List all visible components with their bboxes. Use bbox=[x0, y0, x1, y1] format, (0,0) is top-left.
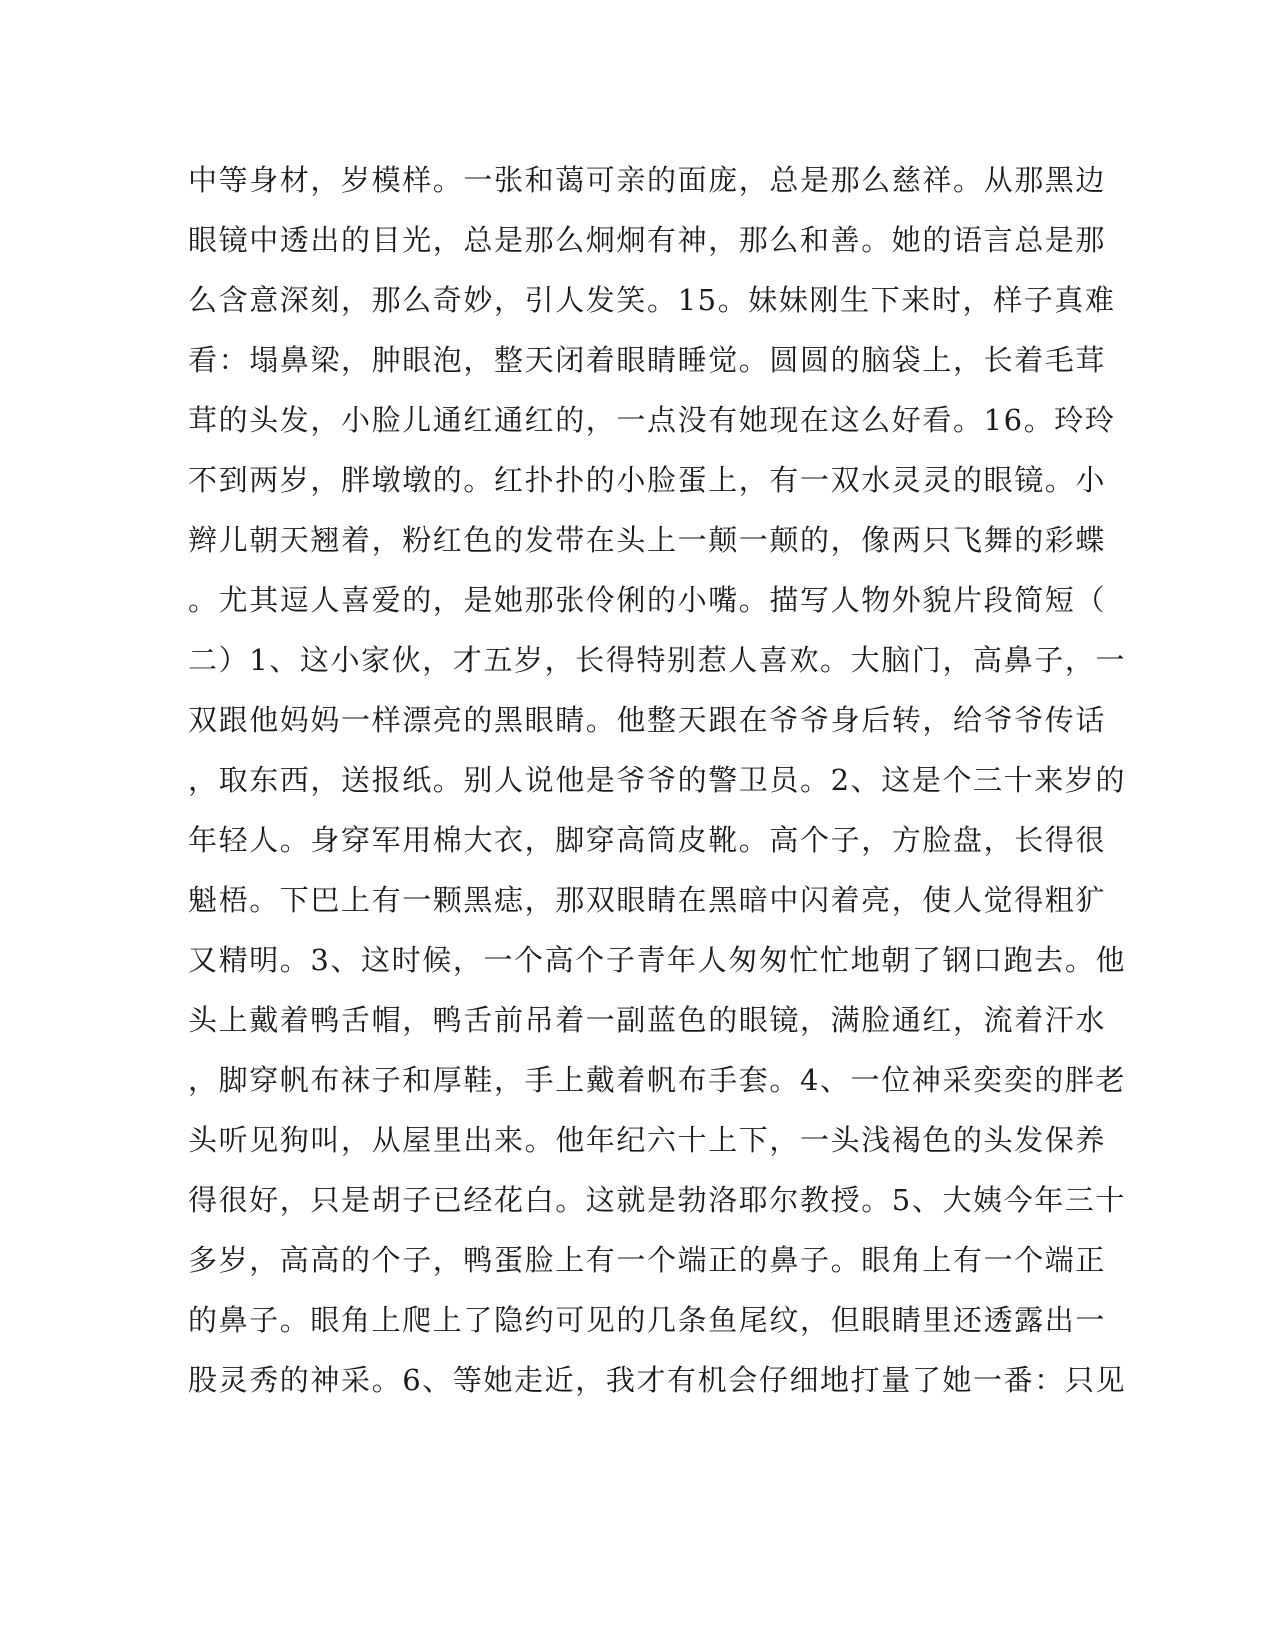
text-line: 不到两岁，胖墩墩的。红扑扑的小脸蛋上，有一双水灵灵的眼镜。小 bbox=[188, 463, 1107, 497]
text-line: 茸的头发，小脸儿通红通红的，一点没有她现在这么好看。16。玲玲 bbox=[188, 403, 1116, 437]
text-line: 头上戴着鸭舌帽，鸭舌前吊着一副蓝色的眼镜，满脸通红，流着汗水 bbox=[188, 1003, 1107, 1037]
text-line: 多岁，高高的个子，鸭蛋脸上有一个端正的鼻子。眼角上有一个端正 bbox=[188, 1243, 1107, 1277]
text-line: 得很好，只是胡子已经花白。这就是勃洛耶尔教授。5、大姨今年三十 bbox=[188, 1183, 1127, 1217]
text-line: 二）1、这小家伙，才五岁，长得特别惹人喜欢。大脑门，高鼻子，一 bbox=[188, 643, 1127, 677]
text-line: 么含意深刻，那么奇妙，引人发笑。15。妹妹刚生下来时，样子真难 bbox=[188, 283, 1116, 317]
text-line: 又精明。3、这时候，一个高个子青年人匆匆忙忙地朝了钢口跑去。他 bbox=[188, 943, 1127, 977]
text-line: 魁梧。下巴上有一颗黑痣，那双眼睛在黑暗中闪着亮，使人觉得粗犷 bbox=[188, 883, 1107, 917]
text-line: 年轻人。身穿军用棉大衣，脚穿高筒皮靴。高个子，方脸盘，长得很 bbox=[188, 823, 1107, 857]
text-line: 辫儿朝天翘着，粉红色的发带在头上一颠一颠的，像两只飞舞的彩蝶 bbox=[188, 523, 1107, 557]
body-text bbox=[188, 150, 1127, 1410]
text-line: 眼镜中透出的目光，总是那么炯炯有神，那么和善。她的语言总是那 bbox=[188, 223, 1107, 257]
text-line: ，取东西，送报纸。别人说他是爷爷的警卫员。2、这是个三十来岁的 bbox=[188, 763, 1127, 797]
text-line: 双跟他妈妈一样漂亮的黑眼睛。他整天跟在爷爷身后转，给爷爷传话 bbox=[188, 703, 1107, 737]
text-line: ，脚穿帆布袜子和厚鞋，手上戴着帆布手套。4、一位神采奕奕的胖老 bbox=[188, 1063, 1127, 1097]
text-line: 看：塌鼻梁，肿眼泡，整天闭着眼睛睡觉。圆圆的脑袋上，长着毛茸 bbox=[188, 343, 1107, 377]
text-line: 中等身材，岁模样。一张和蔼可亲的面庞，总是那么慈祥。从那黑边 bbox=[188, 163, 1107, 197]
text-line: 。尤其逗人喜爱的，是她那张伶俐的小嘴。描写人物外貌片段简短（ bbox=[188, 583, 1107, 617]
text-line: 股灵秀的神采。6、等她走近，我才有机会仔细地打量了她一番：只见 bbox=[188, 1363, 1127, 1397]
text-line: 的鼻子。眼角上爬上了隐约可见的几条鱼尾纹，但眼睛里还透露出一 bbox=[188, 1303, 1107, 1337]
text-line: 头听见狗叫，从屋里出来。他年纪六十上下，一头浅褐色的头发保养 bbox=[188, 1123, 1107, 1157]
